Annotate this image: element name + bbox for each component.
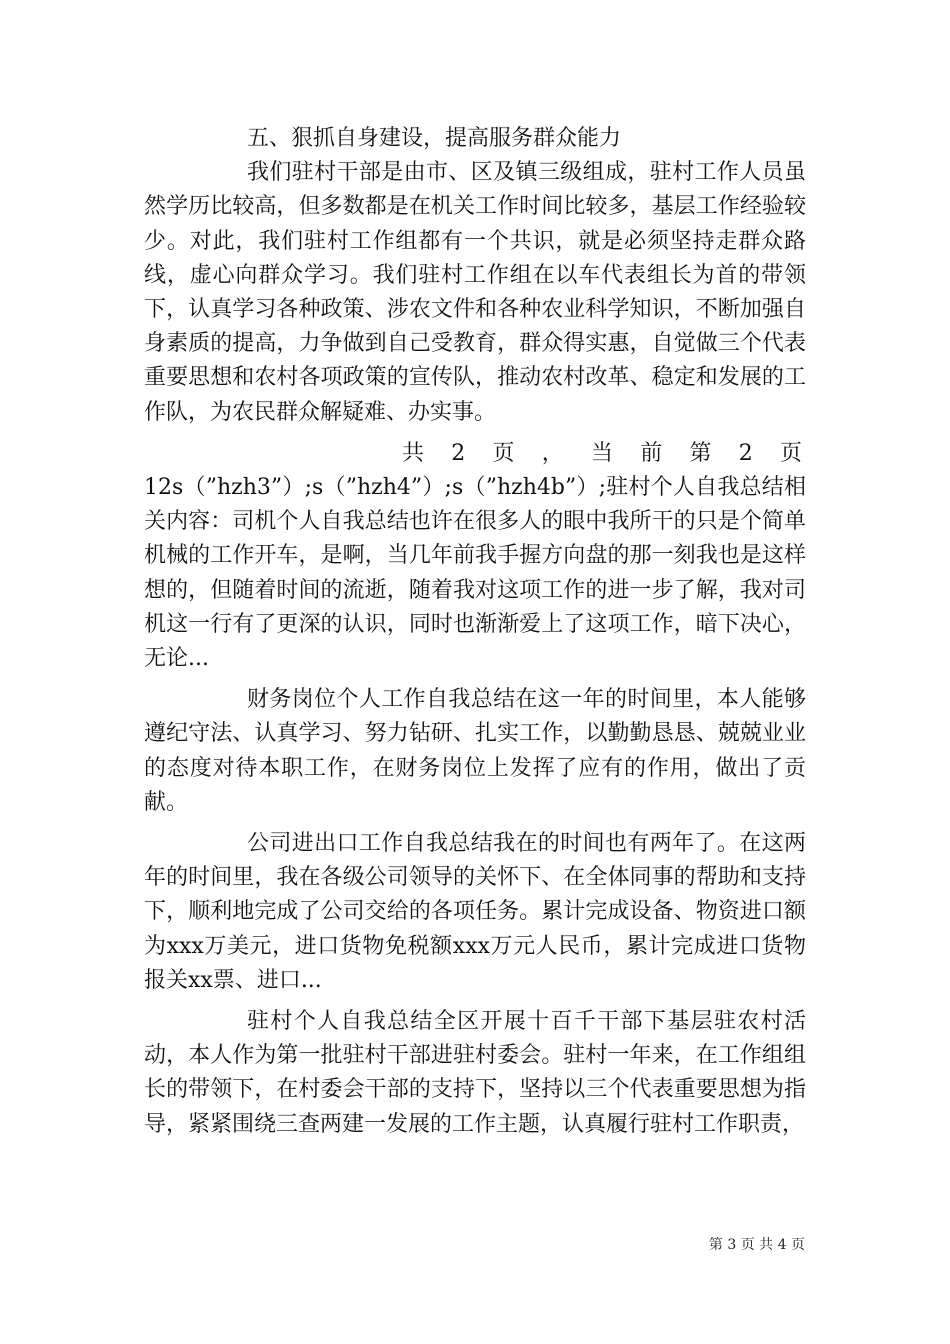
- page-count-char: 前: [640, 440, 663, 466]
- paragraph-4: 公司进出口工作自我总结我在的时间也有两年了。在这两年的时间里，我在各级公司领导的关怀下、在全体同事的帮助和支持下，顺利地完成了公司交给的各项任务。累计完成设备、物资进口额为xxx万美元，进口货物免税额xxx万元人民币，累计完成进口货物报关xx票、进口...: [144, 831, 806, 993]
- page-count-char: 2: [451, 440, 466, 466]
- page-count-char: ，: [541, 440, 564, 466]
- page-footer: 第 3 页 共 4 页: [708, 1237, 805, 1253]
- paragraph-1: 我们驻村干部是由市、区及镇三级组成，驻村工作人员虽然学历比较高，但多数都是在机关工作时间比较多，基层工作经验较少。对此，我们驻村工作组都有一个共识，就是必须坚持走群众路线，虚心向群众学习。我们驻村工作组在以车代表组长为首的带领下，认真学习各种政策、涉农文件和各种农业科学知识，不断加强自身素质的提高，力争做到自己受教育，群众得实惠，自觉做三个代表重要思想和农村各项政策的宣传队，推动农村改革、稳定和发展的工作队，为农民群众解疑难、办实事。: [144, 160, 806, 425]
- page-count-char: 共: [402, 440, 425, 466]
- document-body: [144, 122, 806, 1142]
- page-count-char: 2: [738, 440, 753, 466]
- page-count-char: 页: [492, 440, 515, 466]
- paragraph-3: 财务岗位个人工作自我总结在这一年的时间里，本人能够遵纪守法、认真学习、努力钻研、扎实工作，以勤勤恳恳、兢兢业业的态度对待本职工作，在财务岗位上发挥了应有的作用，做出了贡献。: [144, 687, 806, 815]
- page-count-char: 页: [779, 440, 802, 466]
- paragraph-5: 驻村个人自我总结全区开展十百千干部下基层驻农村活动，本人作为第一批驻村干部进驻村委会。驻村一年来，在工作组组长的带领下，在村委会干部的支持下，坚持以三个代表重要思想为指导，紧紧围绕三查两建一发展的工作主题，认真履行驻村工作职责，: [144, 1009, 806, 1137]
- page-count-line: [144, 437, 806, 471]
- section-heading: 五、狠抓自身建设，提高服务群众能力: [247, 126, 622, 151]
- paragraph-2: 12s（”hzh3”）;s（”hzh4”）;s（”hzh4b”）;驻村个人自我总结相关内容：司机个人自我总结也许在很多人的眼中我所干的只是个简单机械的工作开车，是啊，当几年前我手握方向盘的那一刻我也是这样想的，但随着时间的流逝，随着我对这项工作的进一步了解，我对司机这一行有了更深的认识，同时也渐渐爱上了这项工作，暗下决心，无论...: [144, 475, 806, 672]
- page-count-char: 第: [689, 440, 712, 466]
- page-count-char: 当: [590, 440, 613, 466]
